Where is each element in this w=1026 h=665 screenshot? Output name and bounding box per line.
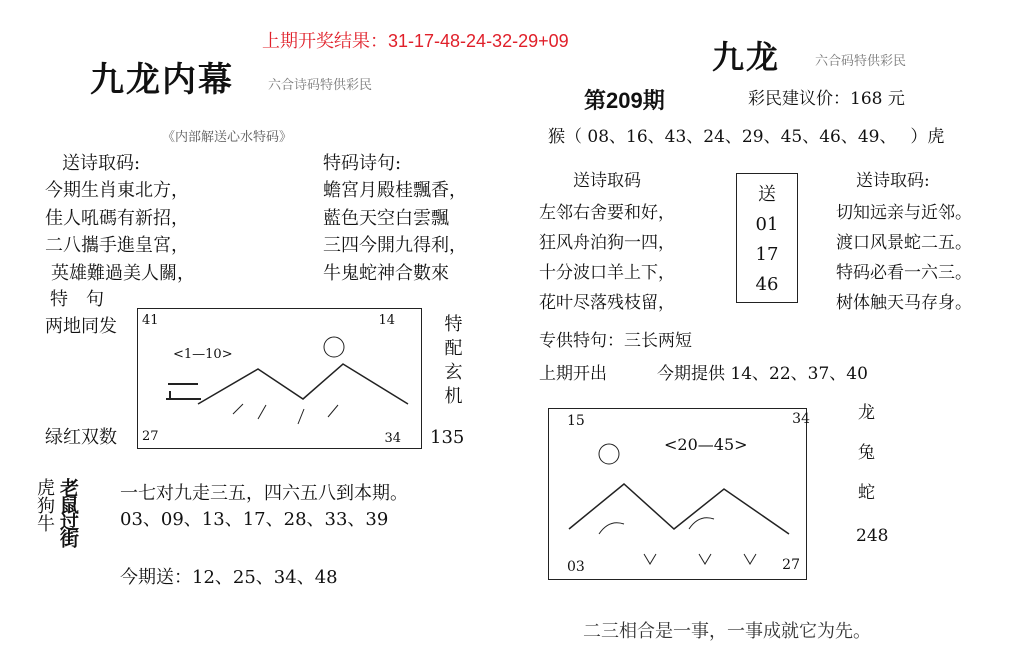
street-small: 虎狗牛 [34, 478, 55, 532]
send-number: 01 [755, 214, 779, 235]
left-subtitle: 六合诗码特供彩民 [268, 78, 373, 93]
corner-number: 27 [782, 557, 800, 573]
right-poem2-title: 送诗取码: [856, 171, 930, 191]
poem-line: 英雄難過美人關， [51, 262, 195, 284]
poem-line: 特码必看一六三。 [836, 263, 972, 283]
poem-line: 蟾宮月殿桂飄香， [323, 180, 467, 201]
corner-number: 15 [567, 413, 585, 429]
right-poem1-title: 送诗取码 [573, 171, 641, 191]
line2: 03、09、13、17、28、33、39 [120, 509, 389, 530]
right-subtitle: 六合码特供彩民 [815, 54, 907, 69]
special-label: 特 句 [50, 289, 104, 310]
corner-number: 41 [142, 313, 159, 328]
zodiac: 蛇 [858, 483, 875, 503]
poem-line: 今期生肖東北方， [45, 180, 189, 201]
line1: 一七对九走三五，四六五八到本期。 [120, 483, 408, 504]
provide: 今期提供 14、22、37、40 [657, 364, 868, 384]
special-phrase: 专供特句：三长两短 [539, 331, 692, 351]
poem-line: 牛鬼蛇神合數來 [323, 262, 449, 284]
bottom-phrase: 二三相合是一事，一事成就它为先。 [583, 621, 871, 642]
last-result: 上期开奖结果：31-17-48-24-32-29+09 [262, 31, 569, 51]
poem2-title: 特码诗句: [323, 153, 402, 174]
left-caption: 《内部解送心水特码》 [162, 130, 293, 145]
send-label: 送 [758, 184, 776, 205]
poem2 [323, 177, 467, 287]
poem-line: 切知远亲与近邻。 [836, 203, 972, 223]
corner-number: 34 [792, 411, 810, 427]
zodiac-number: 248 [856, 526, 889, 546]
range-text: <20—45> [664, 435, 748, 454]
poem-line: 左邻右舍要和好， [539, 203, 675, 223]
left-title: 九龙内幕 [90, 60, 234, 100]
poem-line: 佳人吼碼有新招， [45, 207, 189, 229]
zodiac: 兔 [858, 443, 875, 463]
corner-number: 27 [142, 429, 159, 444]
corner-number: 03 [567, 559, 585, 575]
poem-line: 渡口风景蛇二五。 [836, 233, 972, 253]
right-poem1 [539, 198, 675, 318]
poem-line: 三四今開九得利， [323, 235, 467, 256]
corner-number: 14 [378, 313, 395, 328]
monkey-row: 猴（ 08、16、43、24、29、45、46、49、 ）虎 [548, 127, 945, 147]
poem-line: 十分波口羊上下， [539, 263, 675, 283]
poem-line: 二八攜手進皇宮， [45, 235, 189, 256]
send-number: 46 [755, 274, 779, 295]
line3: 今期送：12、25、34、48 [120, 567, 338, 588]
zodiac: 龙 [858, 403, 875, 423]
sketch-label-top: 两地同发 [45, 316, 117, 337]
street-big: 老鼠过街 [57, 478, 79, 546]
send-number: 17 [755, 244, 779, 265]
side-number: 135 [430, 427, 465, 448]
right-sketch [548, 408, 810, 580]
corner-number: 34 [384, 431, 401, 446]
poem1-title: 送诗取码: [62, 153, 141, 174]
issue-number: 第209期 [584, 88, 665, 113]
poem1 [45, 177, 195, 287]
right-poem2 [836, 198, 972, 318]
poem-line: 树体触天马存身。 [836, 293, 972, 313]
sketch-label-bottom: 绿红双数 [45, 427, 117, 448]
poem-line: 花叶尽落残枝留， [539, 293, 675, 313]
mountain-sketch-icon [138, 309, 421, 448]
send-box [736, 173, 798, 303]
poem-line: 狂风舟泊狗一四， [539, 233, 675, 253]
right-title: 九龙 [712, 38, 781, 76]
side-text: 特配玄机 [441, 314, 463, 410]
poem-line: 藍色天空白雲飄 [323, 207, 449, 229]
price: 彩民建议价：168 元 [748, 89, 905, 109]
range-text: <1—10> [173, 347, 233, 362]
left-sketch [137, 308, 422, 449]
last-open: 上期开出 [539, 364, 607, 384]
